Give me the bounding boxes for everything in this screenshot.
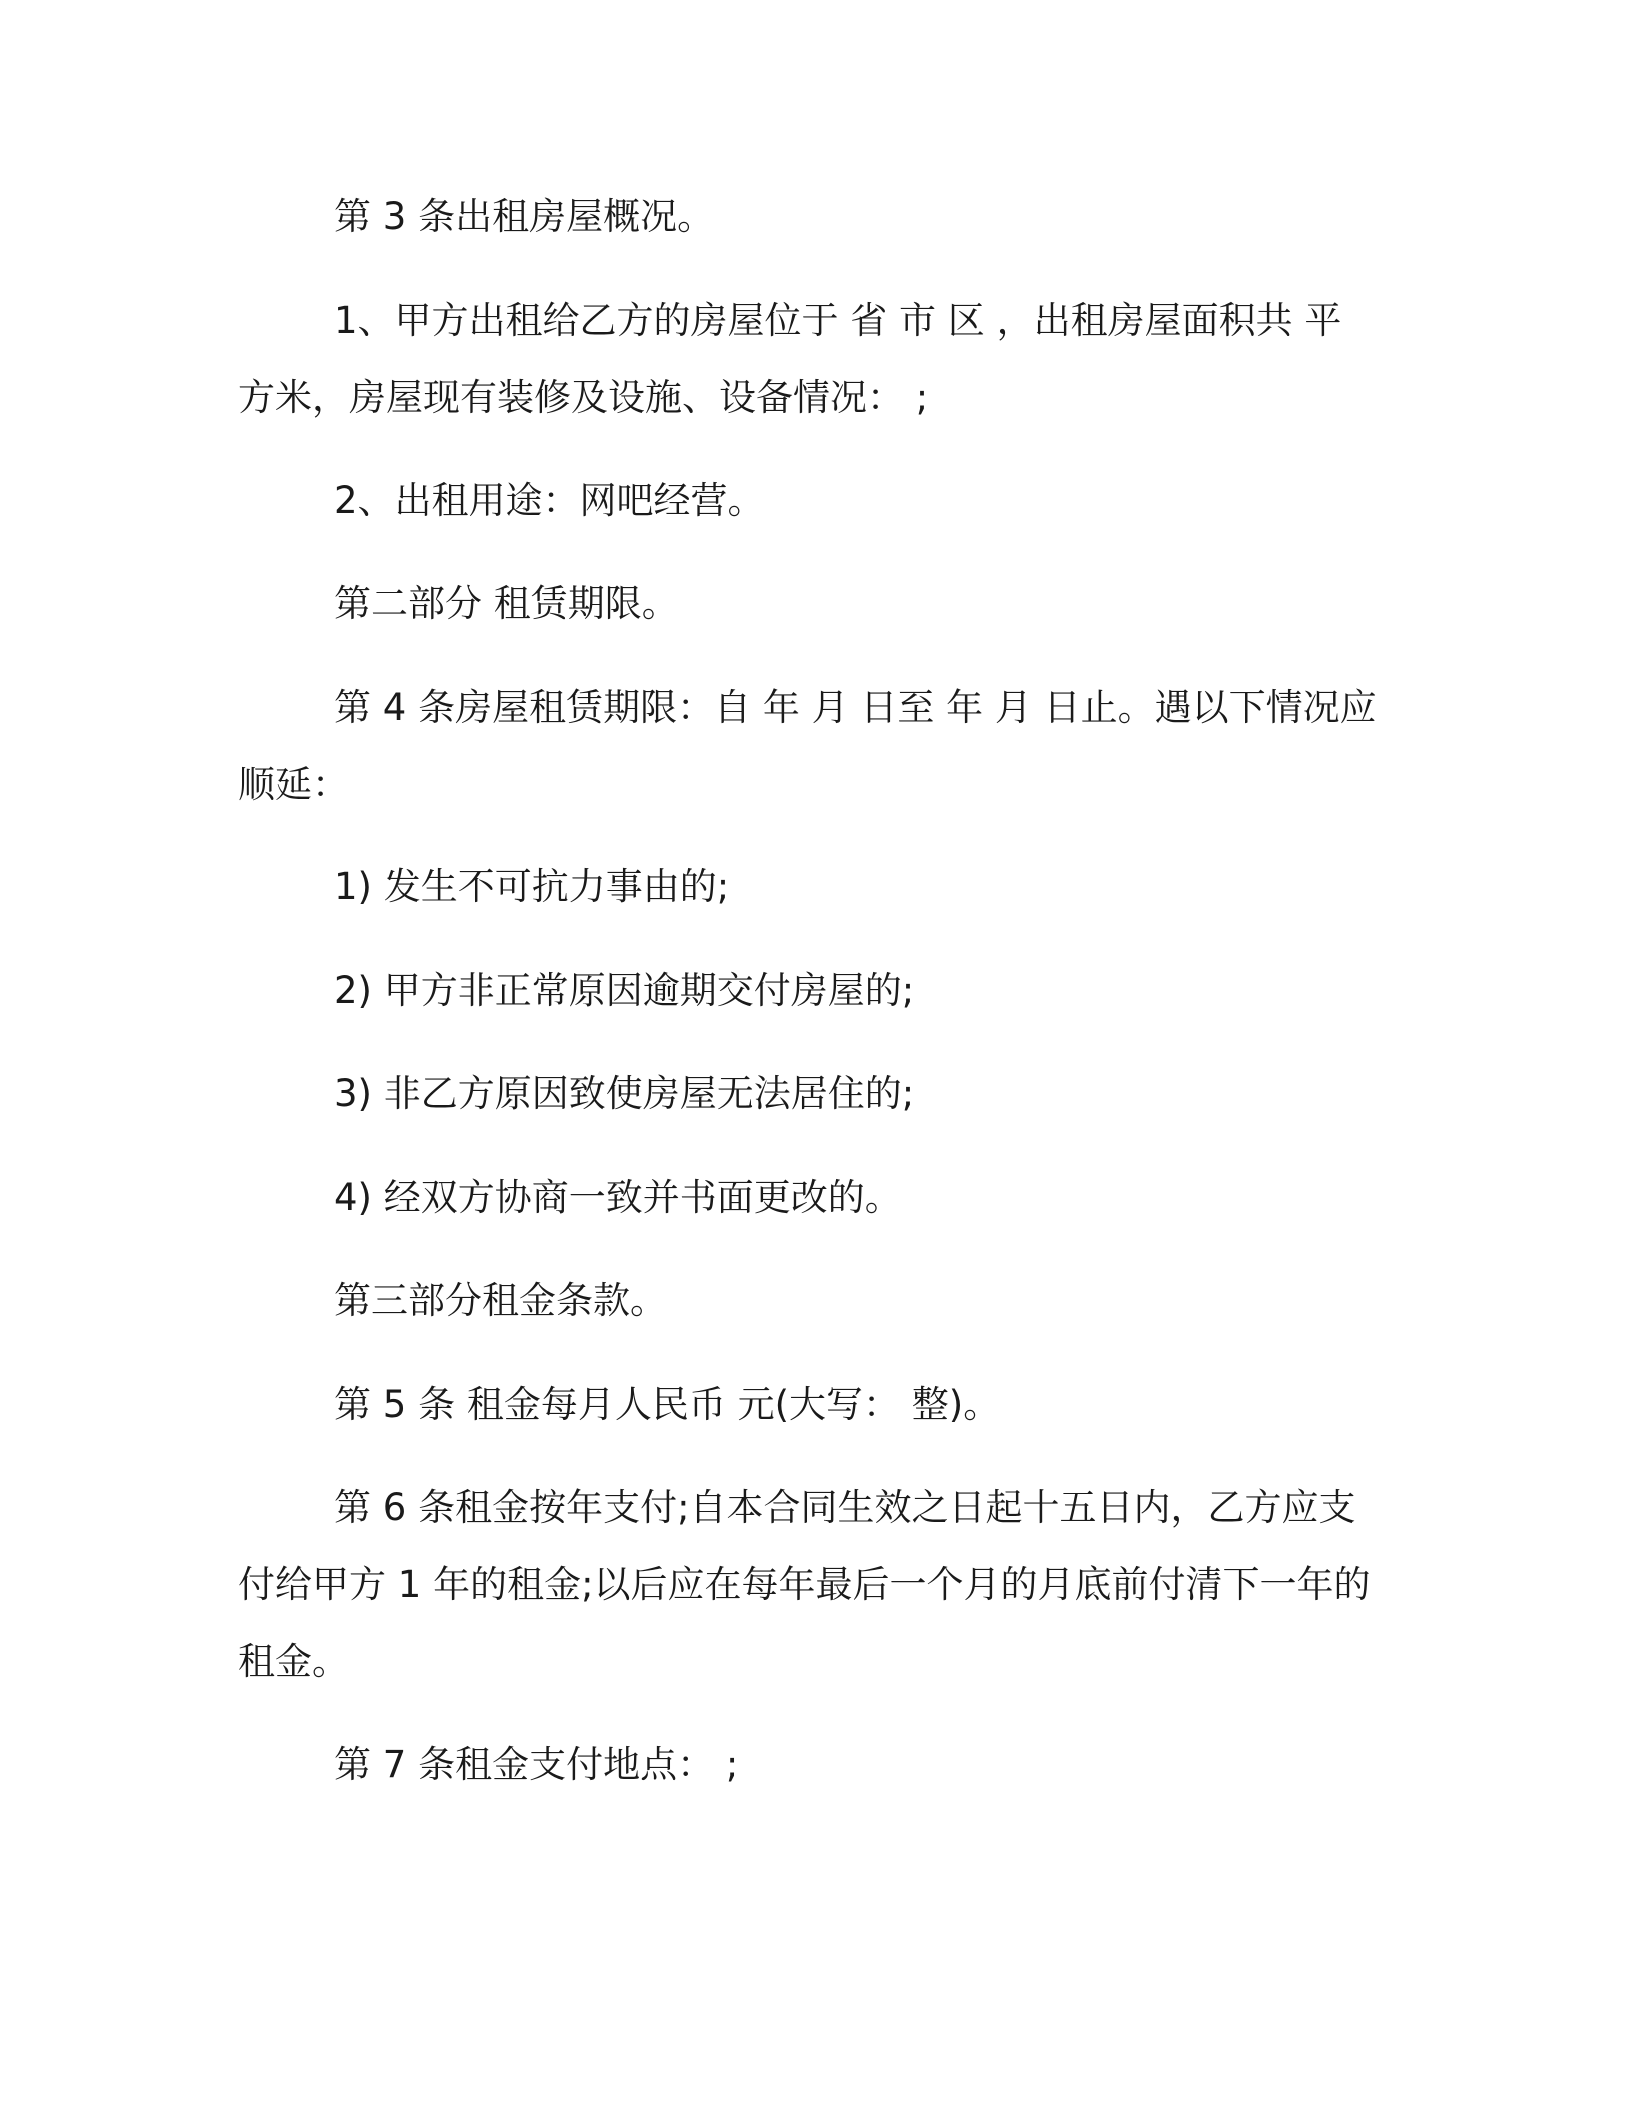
clause-location-area: 1、甲方出租给乙方的房屋位于 省 市 区 ，出租房屋面积共 平方米，房屋现有装修及设施、设备情况： ; [238,299,1342,419]
article-3-heading: 第 3 条出租房屋概况。 [334,195,715,238]
list-item-uninhabitable: 3) 非乙方原因致使房屋无法居住的; [334,1072,915,1115]
clause-usage: 2、出租用途：网吧经营。 [334,479,765,522]
article-5-rent-amount: 第 5 条 租金每月人民币 元(大写： 整)。 [334,1383,1001,1426]
article-4-lease-term: 第 4 条房屋租赁期限：自 年 月 日至 年 月 日止。遇以下情况应顺延： [238,686,1377,806]
article-6-rent-payment: 第 6 条租金按年支付;自本合同生效之日起十五日内，乙方应支付给甲方 1 年的租金;以后应在每年最后一个月的月底前付清下一年的租金。 [238,1486,1371,1683]
part-3-heading: 第三部分租金条款。 [334,1279,667,1322]
list-item-force-majeure: 1) 发生不可抗力事由的; [334,865,730,908]
list-item-late-delivery: 2) 甲方非正常原因逾期交付房屋的; [334,969,915,1012]
part-2-heading: 第二部分 租赁期限。 [334,582,679,625]
article-7-payment-location: 第 7 条租金支付地点： ; [334,1743,739,1786]
list-item-written-change: 4) 经双方协商一致并书面更改的。 [334,1176,902,1219]
